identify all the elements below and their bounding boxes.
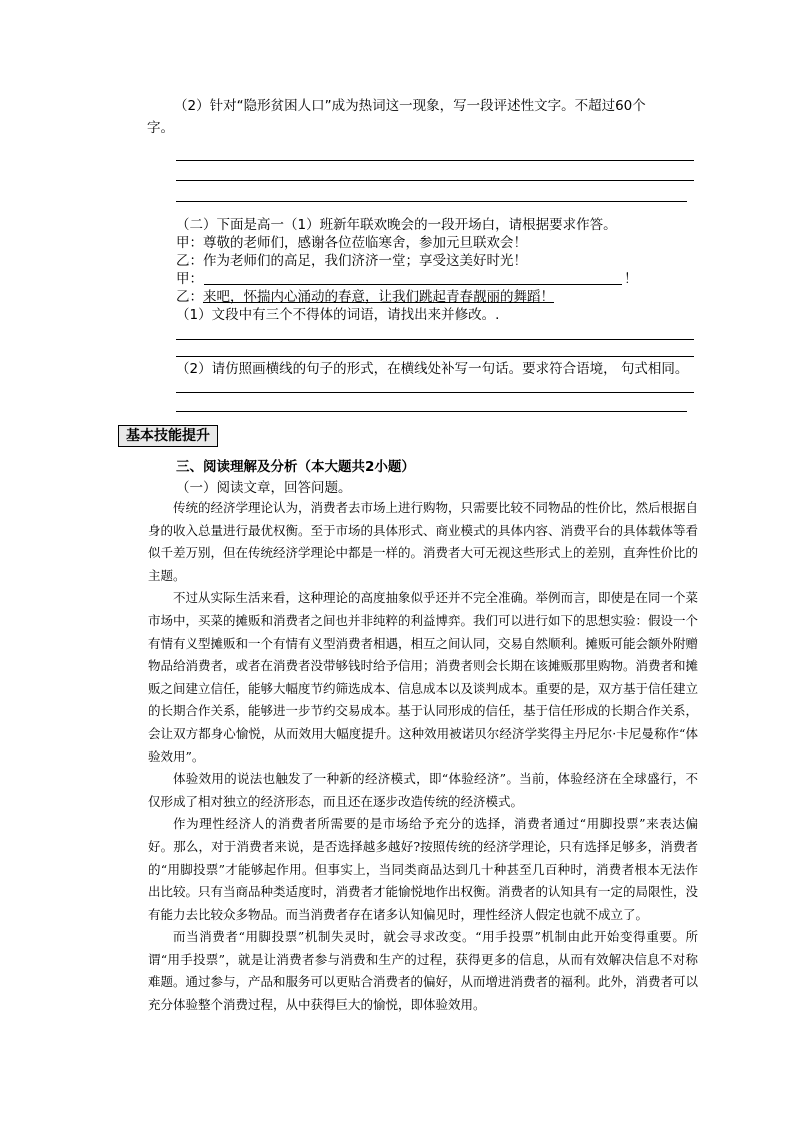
dialogue-yi-2-label: 乙： (176, 289, 203, 305)
answer-line (176, 411, 687, 412)
dialogue-yi-1: 乙：作为老师们的高足，我们济济一堂；享受这美好时光！ (176, 253, 527, 269)
answer-line (176, 356, 694, 357)
article-paragraph-4: 作为理性经济人的消费者所需要的是市场给予充分的选择，消费者通过“用脚投票”来表达偏好。那么，对于消费者来说，是否选择越多越好?按照传统的经济学理论，只有选择足够多，消费者的“用脚投票”才能够起作用。但事实上，当同类商品达到几十种甚至几百种时，消费者根本无法作出比较。只有当商品种类适度时，消费者才能愉悦地作出权衡。消费者的认知具有一定的局限性，没有能力去比较众多物品。而当消费者存在诸多认知偏见时，理性经济人假定也就不成立了。 (148, 816, 699, 922)
article-body (148, 497, 698, 1017)
underlined-sentence: 来吧，怀揣内心涌动的春意，让我们跳起青春靓丽的舞蹈！ (203, 289, 554, 305)
part2-intro: （二）下面是高一（1）班新年联欢晚会的一段开场白，请根据要求作答。 (176, 217, 617, 233)
dialogue-yi-2 (176, 288, 554, 306)
answer-line (176, 180, 694, 181)
part2-question-1: （1）文段中有三个不得体的词语，请找出来并修改。. (176, 307, 500, 323)
dialogue-jia-1: 甲：尊敬的老师们，感谢各位莅临寒舍，参加元旦联欢会！ (176, 235, 527, 251)
answer-line (176, 160, 694, 161)
answer-line (176, 201, 687, 202)
question-2-line1: （2）针对“隐形贫困人口”成为热词这一现象，写一段评述性文字。不超过60个 (174, 98, 646, 114)
article-paragraph-2: 不过从实际生活来看，这种理论的高度抽象似乎还并不完全准确。举例而言，即使是在同一个菜市场中，买菜的摊贩和消费者之间也并非纯粹的利益博弈。我们可以进行如下的思想实验：假设一个有情有义型摊贩和一个有情有义型消费者相遇，相互之间认同，交易自然顺利。摊贩可能会额外附赠物品给消费者，或者在消费者没带够钱时给予信用；消费者则会长期在该摊贩那里购物。消费者和摊贩之间建立信任，能够大幅度节约筛选成本、信息成本以及谈判成本。重要的是，双方基于信任建立的长期合作关系，能够进一步节约交易成本。基于认同形成的信任，基于信任形成的长期合作关系，会让双方都身心愉悦，从而效用大幅度提升。这种效用被诺贝尔经济学奖得主丹尼尔·卡尼曼称作“体验效用”。 (148, 590, 699, 764)
dialogue-jia-2-end: ！ (624, 271, 638, 287)
article-paragraph-1: 传统的经济学理论认为，消费者去市场上进行购物，只需要比较不同物品的性价比，然后根据自身的收入总量进行最优权衡。至于市场的具体形式、商业模式的具体内容、消费平台的具体载体等看似千差万别，但在传统经济学理论中都是一样的。消费者大可无视这些形式上的差别，直奔性价比的主题。 (148, 500, 699, 583)
article-paragraph-3: 体验效用的说法也触发了一种新的经济模式，即“体验经济”。当前，体验经济在全球盛行，不仅形成了相对独立的经济形态，而且还在逐步改造传统的经济模式。 (148, 771, 698, 809)
section-header-box: 基本技能提升 (118, 425, 218, 447)
answer-line (176, 392, 694, 393)
section-3-subtitle: （一）阅读文章，回答问题。 (176, 480, 352, 496)
dialogue-jia-2-label: 甲： (176, 271, 203, 287)
question-2-line2: 字。 (147, 120, 174, 136)
answer-line (176, 339, 694, 340)
part2-question-2: （2）请仿照画横线的句子的形式，在横线处补写一句话。要求符合语境， 句式相同。 (176, 361, 689, 377)
fill-blank-line (204, 284, 622, 285)
article-paragraph-5: 而当消费者“用脚投票”机制失灵时，就会寻求改变。“用手投票”机制由此开始变得重要。所谓“用手投票”，就是让消费者参与消费和生产的过程，获得更多的信息，从而有效解决信息不对称难题。通过参与，产品和服务可以更贴合消费者的偏好，从而增进消费者的福利。此外，消费者可以充分体验整个消费过程，从中获得巨大的愉悦，即体验效用。 (148, 929, 699, 1013)
section-3-title: 三、阅读理解及分析（本大题共2小题） (176, 459, 415, 475)
